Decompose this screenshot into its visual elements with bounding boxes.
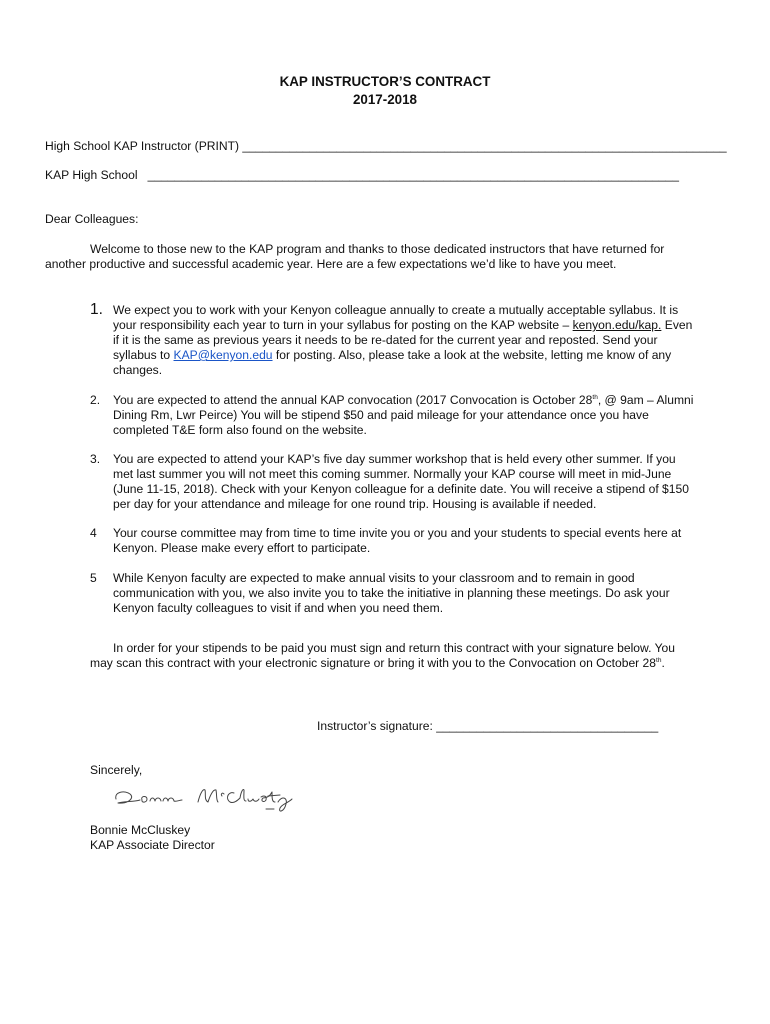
list-item-number: 3. [90,452,101,466]
signature-field [317,719,658,734]
school-label: KAP High School [45,168,138,182]
list-item-text: You are expected to attend your KAP’s five day summer workshop that is held every other summer. If you met last summer you will not meet this coming summer. Normally your KAP course will meet in mid-June (June 11-15, 2018). Check with your Kenyon colleague for a definite date. You will receive a stipend of $150 per day for your attendance and mileage for one round trip. Housing is available if needed. [113,452,689,511]
closing-line-1: In order for your stipends to be paid you must sign and return this contract with your signature below. You [113,641,676,655]
signer-role: KAP Associate Director [90,838,215,852]
kap-email-link[interactable]: KAP@kenyon.edu [173,348,273,362]
list-item-number: 4 [90,526,97,540]
list-item-text: You are expected to attend the annual KAP convocation (2017 Convocation is October 28th, @ 9am – Alumni Dining Rm, Lwr Peirce) You will be stipend $50 and paid mileage for your attendance once you have completed T&E form also found on the website. [113,393,694,437]
list-item-number: 1. [90,301,103,318]
school-input-line[interactable]: _______________________________________________________________________________ [147,168,680,182]
closing-line-2: may scan this contract with your electronic signature or bring it with you to the Convocation on October 28th. [90,656,665,670]
signer-name: Bonnie McCluskey [90,823,191,837]
kap-website-link[interactable]: kenyon.edu/kap. [572,318,662,332]
school-field [45,168,679,183]
instructor-input-line[interactable]: ________________________________________________________________________ [242,139,727,153]
document-title: KAP INSTRUCTOR’S CONTRACT [279,74,491,89]
intro-line-2: another productive and successful academic year. Here are a few expectations we’d like to have you meet. [45,257,617,271]
intro-line-1: Welcome to those new to the KAP program and thanks to those dedicated instructors that have returned for [90,242,665,256]
handwritten-signature [110,782,300,816]
signature-label: Instructor’s signature: [317,719,433,733]
salutation: Dear Colleagues: [45,212,139,226]
document-year: 2017-2018 [352,92,418,107]
list-item-text: We expect you to work with your Kenyon colleague annually to create a mutually acceptable syllabus. It is your responsibility each year to turn in your syllabus for posting on the KAP website – kenyon.edu/kap. Even if it is the same as previous years it needs to be re-dated for the current year and reposted. Send your syllabus to KAP@kenyon.edu for posting. Also, please take a look at the website, letting me know of any changes. [113,303,693,377]
instructor-field [45,139,727,154]
signature-input-line[interactable]: _________________________________ [436,719,659,733]
list-item-number: 2. [90,393,101,407]
sincerely: Sincerely, [90,763,143,777]
list-item-number: 5 [90,571,97,585]
instructor-label: High School KAP Instructor (PRINT) [45,139,240,153]
list-item-text: Your course committee may from time to time invite you or you and your students to special events here at Kenyon. Please make every effort to participate. [113,526,682,555]
list-item-text: While Kenyon faculty are expected to make annual visits to your classroom and to remain in good communication with you, we also invite you to take the initiative in planning these meetings. Do ask your Kenyon faculty colleagues to visit if and when you need them. [113,571,670,615]
